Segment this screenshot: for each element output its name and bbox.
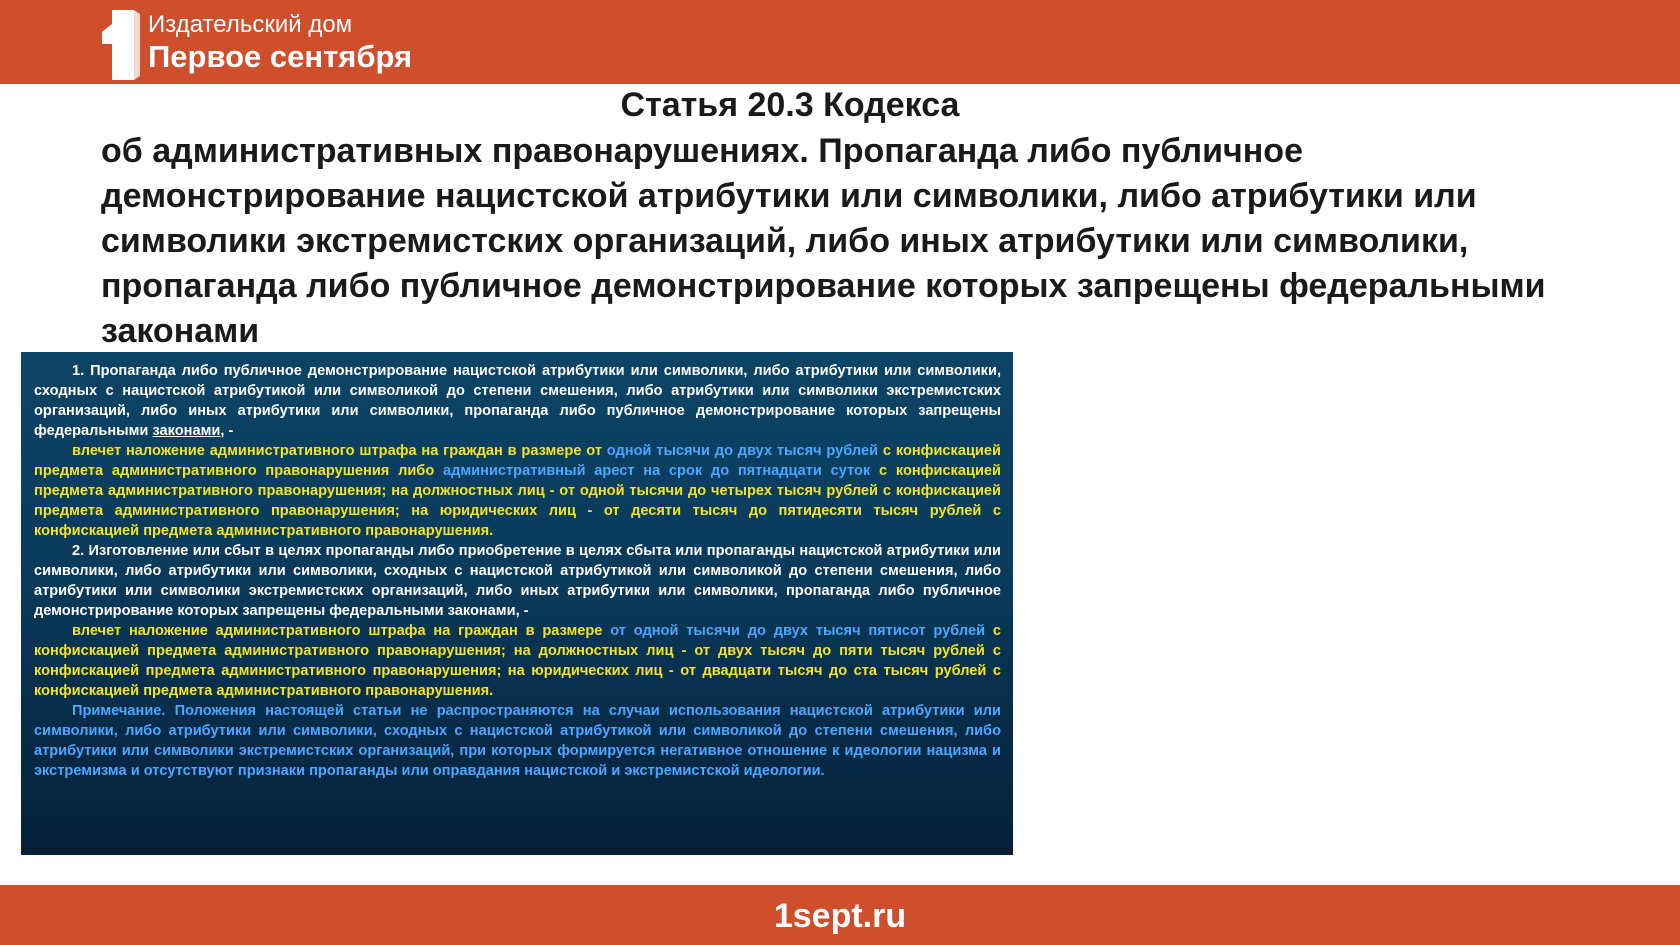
logo-line2: Первое сентября bbox=[148, 39, 413, 74]
one-logo-icon bbox=[100, 10, 140, 80]
law-paragraph-1-end: , - bbox=[220, 423, 234, 439]
footer-bar bbox=[0, 885, 1680, 945]
penalty-1-fine-range: одной тысячи до двух тысяч рублей bbox=[606, 443, 879, 459]
slide-subtitle: об административных правонарушениях. Пропаганда либо публичное демонстрирование нацистской атрибутики или символики, либо атрибутики или символики экстремистских организаций, либо иных атрибутики или символики, пропаганда либо публичное демонстрирование которых запрещены федеральными законами bbox=[101, 132, 1546, 350]
laws-link[interactable]: законами bbox=[152, 423, 221, 439]
penalty-2-rest: с конфискацией предмета административного правонарушения; на должностных лиц - от двух тысяч до пяти тысяч рублей с конфискацией предмета административного правонарушения; на юридических лиц - от двадцати тысяч до ста тысяч рублей с конфискацией предмета административного правонарушения. bbox=[34, 623, 1002, 699]
penalty-1-intro: влечет наложение административного штрафа на граждан в размере от bbox=[72, 443, 607, 459]
law-paragraph-1 bbox=[34, 361, 1001, 441]
header-bar bbox=[0, 0, 1680, 84]
penalty-1-confiscation: с конфискацией предмета административного правонарушения либо bbox=[34, 443, 1001, 479]
site-link[interactable]: 1sept.ru bbox=[773, 897, 907, 935]
slide-title: Статья 20.3 Кодекса bbox=[620, 86, 960, 124]
penalty-2-intro: влечет наложение административного штрафа на граждан в размере bbox=[72, 623, 611, 639]
law-paragraph-2: 2. Изготовление или сбыт в целях пропаганды либо приобретение в целях сбыта или пропаганды нацистской атрибутики или символики, либо атрибутики или символики, сходных с нацистской атрибутикой или символикой до степени смешения, либо атрибутики или символики экстремистских организаций, либо иных атрибутики или символики, пропаганда либо публичное демонстрирование которых запрещены федеральными законами, - bbox=[34, 543, 1001, 619]
law-penalty-1 bbox=[34, 441, 1001, 541]
law-text-panel bbox=[21, 352, 1013, 855]
penalty-1-arrest: административный арест на срок до пятнадцати суток bbox=[442, 463, 871, 479]
penalty-2-fine-range: от одной тысячи до двух тысяч пятисот рублей bbox=[610, 623, 986, 639]
penalty-1-rest: с конфискацией предмета административного правонарушения; на должностных лиц - от одной тысячи до четырех тысяч рублей с конфискацией предмета административного правонарушения; на юридических лиц - от десяти тысяч до пятидесяти тысяч рублей с конфискацией предмета административного правонарушения. bbox=[34, 463, 1002, 539]
law-penalty-2 bbox=[34, 621, 1001, 701]
law-note: Примечание. Положения настоящей статьи не распространяются на случаи использования нацистской атрибутики или символики, либо атрибутики или символики, сходных с нацистской атрибутикой или символикой до степени смешения, либо атрибутики или символики экстремистских организаций, при которых формируется негативное отношение к идеологии нацизма и экстремизма и отсутствуют признаки пропаганды или оправдания нацистской и экстремистской идеологии. bbox=[34, 703, 1001, 779]
law-paragraph-1-text: 1. Пропаганда либо публичное демонстрирование нацистской атрибутики или символики, либо атрибутики или символики, сходных с нацистской атрибутикой или символикой до степени смешения, либо атрибутики или символики экстремистских организаций, либо иных атрибутики или символики, пропаганда либо публичное демонстрирование которых запрещены федеральными bbox=[34, 363, 1001, 439]
logo-line1: Издательский дом bbox=[148, 11, 353, 38]
